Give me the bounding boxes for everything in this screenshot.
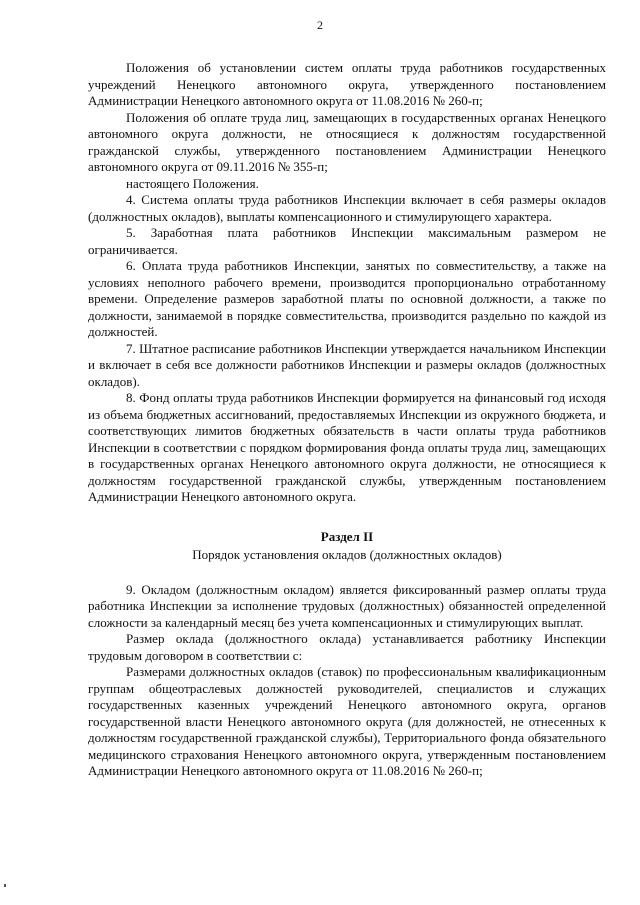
paragraph-item-9: 9. Окладом (должностным окладом) является фиксированный размер оплаты труда работника Инспекции за исполнение трудовых (должностных) обязанностей определенной сложности за календарный месяц без учета компенсационных и стимулирующих выплат. xyxy=(88,581,606,630)
document-body xyxy=(88,60,606,780)
paragraph-item-8: 8. Фонд оплаты труда работников Инспекции формируется на финансовый год исходя из объема бюджетных ассигнований, предоставляемых Инспекции из окружного бюджета, и соответствующих лимитов бюджетных обязательств в части оплаты труда работников Инспекции в соответствии с порядком формирования фонда оплаты труда лиц, замещающих в государственных органах Ненецкого автономного округа должности, не относящиеся к должностям государственной гражданской службы, утвержденным постановлением Администрации Ненецкого автономного округа. xyxy=(88,390,606,504)
section-subheading: Порядок установления окладов (должностных окладов) xyxy=(192,547,502,562)
paragraph-salary-size: Размер оклада (должностного оклада) устанавливается работнику Инспекции трудовым договором в соответствии с: xyxy=(88,631,606,663)
paragraph-item-7: 7. Штатное расписание работников Инспекции утверждается начальником Инспекции и включает в себя все должности работников Инспекции и размеры окладов (должностных окладов). xyxy=(88,340,606,389)
paragraph-item-4: 4. Система оплаты труда работников Инспекции включает в себя размеры окладов (должностных окладов), выплаты компенсационного и стимулирующего характера. xyxy=(88,192,606,224)
scan-margin-mark xyxy=(4,884,6,887)
paragraph-this-regulation: настоящего Положения. xyxy=(126,175,259,191)
paragraph-salary-rates: Размерами должностных окладов (ставок) по профессиональным квалификационным группам общеотраслевых должностей руководителей, специалистов и служащих государственных казенных учреждений Ненецкого автономного округа, органов государственной власти Ненецкого автономного округа (для должностей, не отнесенных к должностям государственной гражданской службы), Территориального фонда обязательного медицинского страхования Ненецкого автономного округа, утвержденным постановлением Администрации Ненецкого автономного округа от 11.08.2016 № 260-п; xyxy=(88,664,606,778)
section-heading: Раздел II xyxy=(320,528,374,544)
page-number: 2 xyxy=(317,18,323,32)
paragraph-regulation-pay-systems: Положения об установлении систем оплаты труда работников государственных учреждений Ненецкого автономного округа, утвержденного постановлением Администрации Ненецкого автономного округа от 11.08.2016 № 260-п; xyxy=(88,60,606,108)
paragraph-regulation-pay-officials: Положения об оплате труда лиц, замещающих в государственных органах Ненецкого автономного округа должности, не относящиеся к должностям государственной гражданской службы, утвержденного постановлением Администрации Ненецкого автономного округа от 09.11.2016 № 355-п; xyxy=(88,109,606,174)
paragraph-item-6: 6. Оплата труда работников Инспекции, занятых по совместительству, а также на условиях неполного рабочего времени, производится пропорционально отработанному времени. Определение размеров заработной платы по основной должности, а также по должности, занимаемой в порядке совместительства, производится раздельно по каждой из должностей. xyxy=(88,258,606,339)
paragraph-item-5: 5. Заработная плата работников Инспекции максимальным размером не ограничивается. xyxy=(88,225,606,257)
